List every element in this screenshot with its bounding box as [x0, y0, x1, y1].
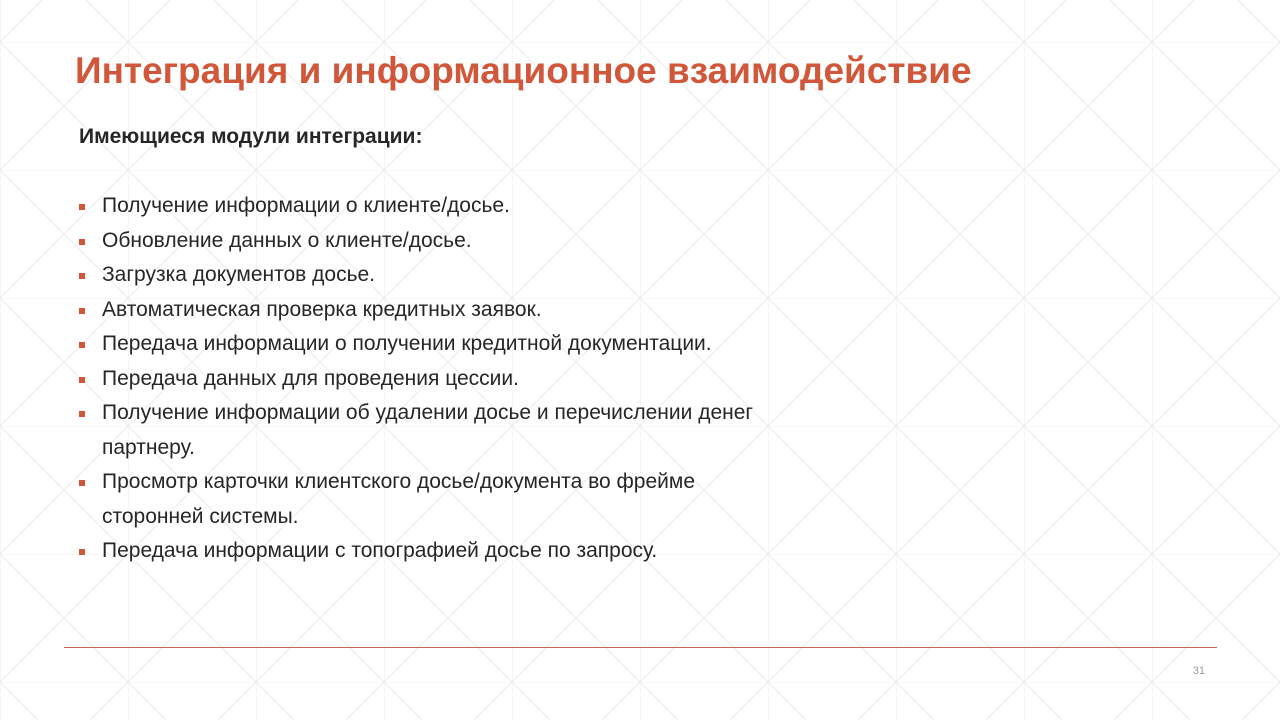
- footer-divider: [64, 647, 1217, 648]
- bullet-list: [78, 189, 778, 569]
- list-item-text: Обновление данных о клиенте/досье.: [102, 228, 472, 252]
- square-bullet-icon: [79, 342, 85, 348]
- square-bullet-icon: [79, 411, 85, 417]
- list-item-text: Просмотр карточки клиентского досье/документа во фрейме сторонней системы.: [102, 470, 695, 528]
- page-number: 31: [1192, 665, 1205, 677]
- list-item: [78, 465, 778, 534]
- square-bullet-icon: [79, 273, 85, 279]
- list-item: [78, 534, 778, 569]
- list-item: [78, 327, 778, 362]
- slide-title: Интеграция и информационное взаимодействие: [75, 50, 972, 91]
- list-item-text: Передача данных для проведения цессии.: [102, 366, 519, 390]
- square-bullet-icon: [79, 480, 85, 486]
- list-item-text: Автоматическая проверка кредитных заявок.: [102, 297, 542, 321]
- slide-subtitle: Имеющиеся модули интеграции:: [79, 125, 423, 148]
- list-item: [78, 293, 778, 328]
- list-item: [78, 189, 778, 224]
- list-item-text: Получение информации об удалении досье и перечислении денег партнеру.: [102, 401, 754, 459]
- square-bullet-icon: [79, 308, 85, 314]
- list-item-text: Получение информации о клиенте/досье.: [102, 194, 510, 217]
- list-item-text: Передача информации с топографией досье по запросу.: [102, 539, 658, 562]
- square-bullet-icon: [79, 377, 85, 383]
- square-bullet-icon: [79, 204, 85, 210]
- list-item: [78, 258, 778, 293]
- list-item-text: Загрузка документов досье.: [102, 263, 376, 286]
- square-bullet-icon: [79, 239, 85, 245]
- list-item: [78, 224, 778, 259]
- square-bullet-icon: [79, 549, 85, 555]
- list-item: [78, 362, 778, 397]
- list-item-text: Передача информации о получении кредитной документации.: [102, 332, 712, 355]
- list-item: [78, 396, 778, 465]
